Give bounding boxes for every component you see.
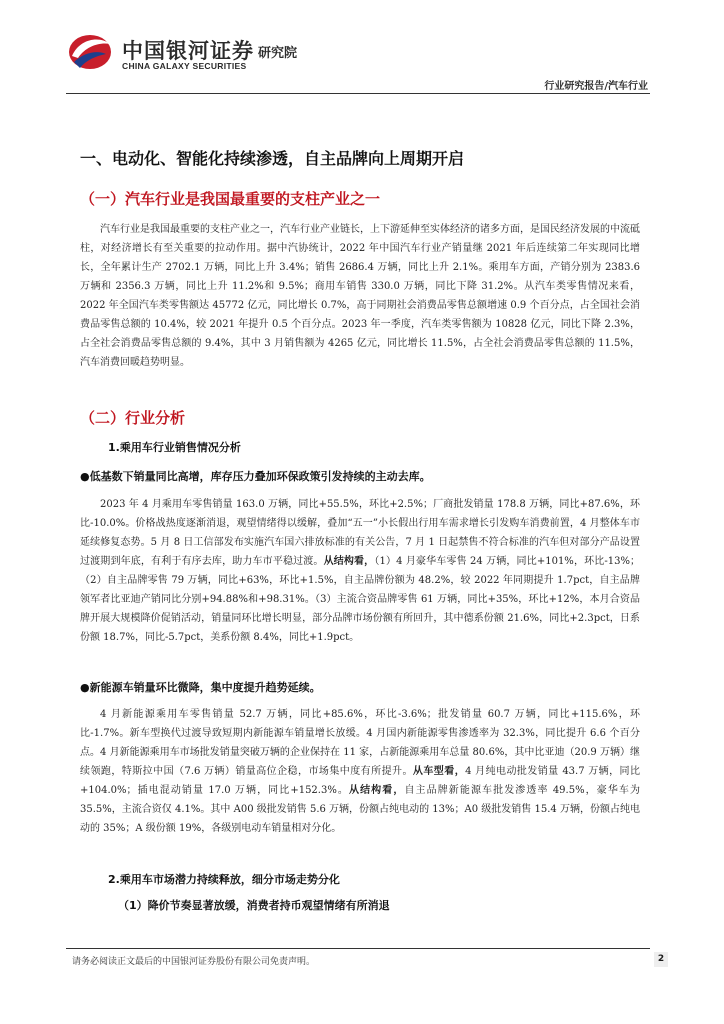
heading-passenger-sales: 1.乘用车行业销售情况分析 — [108, 441, 241, 454]
bullet-low-base-sales: ●低基数下销量同比高增，库存压力叠加环保政策引发持续的主动去库。 — [80, 470, 431, 483]
galaxy-logo-icon — [66, 32, 114, 72]
footer-divider — [66, 948, 650, 949]
paragraph-industry-overview: 汽车行业是我国最重要的支柱产业之一，汽车行业产业链长，上下游延伸至实体经济的诸多方面，是国民经济发展的中流砥柱，对经济增长有至关重要的拉动作用。据中汽协统计，2022 年中国汽车行业产销量继 2021 年后连续第二年实现同比增长，全年累计生产 2702.1 万辆，同比上升 3.4%；销售 2686.4 万辆，同比上升 2.1%。乘用车方面，产销分别为 2383.6 万辆和 2356.3 万辆，同比上升 11.2%和 9.5%；商用车销售 330.0 万辆，同比下降 31.2%。从汽车类零售情况来看，2022 年全国汽车类零售额达 45772 亿元，同比增长 0.7%，高于同期社会消费品零售总额增速 0.9 个百分点，占全国社会消费品零售总额的 10.4%，较 2021 年提升 0.5 个百分点。2023 年一季度，汽车类零售额为 10828 亿元，同比下降 2.3%，占全社会消费品零售总额的 9.4%，其中 3 月销售额为 4265 亿元，同比增长 11.5%，占全社会消费品零售总额的 11.5%，汽车消费回暖趋势明显。 — [80, 224, 640, 368]
paragraph-april-sales: 2023 年 4 月乘用车零售销量 163.0 万辆，同比+55.5%，环比+2.5%；厂商批发销量 178.8 万辆，同比+87.6%，环比-10.0%。价格战热度逐渐消退，观望情绪得以缓解，叠加“五一”小长假出行用车需求增长引发购车消费前置，4 月整体车市延续修复态势。5 月 8 日工信部发布实施汽车国六排放标准的有关公告，7 月 1 日起禁售不符合标准的汽车但对部分产品设置过渡期到年底，有利于有序去库，助力车市平稳过渡。从结构看，（1）4 月豪华车零售 24 万辆，同比+101%，环比-13%；（2）自主品牌零售 79 万辆，同比+63%，环比+1.5%，自主品牌份额为 48.2%，较 2022 年同期提升 1.7pct，自主品牌领军者比亚迪产销同比分别+94.88%和+98.31%。（3）主流合资品牌零售 61 万辆，同比+35%，环比+12%，本月合资品牌开展大规模降价促销活动，销量同环比增长明显，部分品牌市场份额有所回升，其中德系份额 21.6%，同比+2.3pct，日系份额 18.7%，同比-5.7pct，美系份额 8.4%，同比+1.9pct。 — [80, 499, 641, 643]
subsection-title-1: （一）汽车行业是我国最重要的支柱产业之一 — [80, 190, 381, 208]
bold-structure-label-2: 从结构看， — [349, 785, 405, 796]
institute-label: 研究院 — [258, 46, 298, 61]
report-type-label: 行业研究报告/汽车行业 — [544, 81, 648, 92]
bullet-nev-sales: ●新能源车销量环比微降，集中度提升趋势延续。 — [80, 681, 321, 694]
header-divider — [66, 93, 650, 94]
section-title: 一、电动化、智能化持续渗透，自主品牌向上周期开启 — [80, 149, 465, 168]
heading-price-cut-slowdown: （1）降价节奏显著放缓，消费者持币观望情绪有所消退 — [118, 899, 390, 912]
page-number: 2 — [654, 952, 668, 967]
bold-model-label: 从车型看， — [412, 766, 466, 777]
brand-name-cn: 中国银河证券 — [122, 39, 254, 63]
paragraph-nev-sales: 4 月新能源乘用车零售销量 52.7 万辆，同比+85.6%，环比-3.6%；批发销量 60.7 万辆，同比+115.6%，环比-1.7%。新车型换代过渡导致短期内新能源车销量增长放缓。4 月国内新能源零售渗透率为 32.3%，同比提升 6.6 个百分点。4 月新能源乘用车市场批发销量突破万辆的企业保持在 11 家，占新能源乘用车总量 80.6%，其中比亚迪（20.9 万辆）继续领跑，特斯拉中国（7.6 万辆）销量高位企稳，市场集中度有所提升。从车型看，4 月纯电动批发销量 43.7 万辆，同比+104.0%；插电混动销量 17.0 万辆，同比+152.3%。从结构看，自主品牌新能源车批发渗透率 49.5%，豪华车为 35.5%，主流合资仅 4.1%。其中 A00 级批发销售 5.6 万辆，份额占纯电动的 13%；A0 级批发销售 15.4 万辆，份额占纯电动的 35%；A 级份额 19%，各级别电动车销量相对分化。 — [80, 709, 641, 834]
bold-structure-label: 从结构看， — [323, 556, 375, 567]
brand-name-en: CHINA GALAXY SECURITIES — [122, 61, 247, 71]
footer-disclaimer: 请务必阅读正文最后的中国银河证券股份有限公司免责声明。 — [72, 957, 316, 967]
heading-market-potential: 2.乘用车市场潜力持续释放，细分市场走势分化 — [108, 873, 340, 886]
subsection-title-2: （二）行业分析 — [80, 409, 186, 427]
